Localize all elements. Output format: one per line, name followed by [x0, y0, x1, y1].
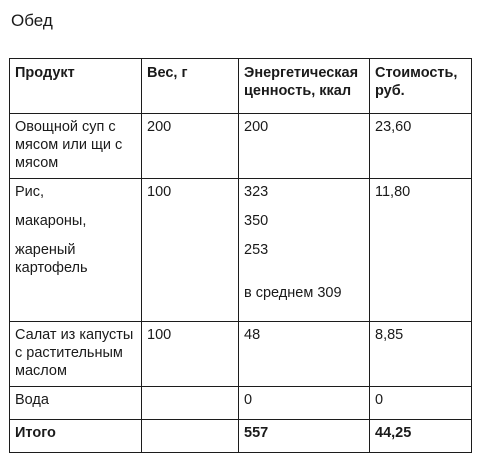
cell-product: Вода	[10, 387, 142, 420]
cell-weight: 100	[142, 179, 239, 322]
cell-energy	[239, 179, 370, 322]
cell-energy: 200	[239, 114, 370, 179]
energy-item: 323	[244, 184, 269, 200]
table-row	[10, 179, 472, 322]
cell-cost: 44,25	[370, 420, 472, 453]
cell-weight	[142, 387, 239, 420]
page-title: Обед	[11, 11, 53, 30]
header-product: Продукт	[10, 59, 142, 114]
cell-cost: 8,85	[370, 322, 472, 387]
cell-cost: 0	[370, 387, 472, 420]
table-row	[10, 322, 472, 387]
total-row	[10, 420, 472, 453]
cell-cost: 23,60	[370, 114, 472, 179]
cell-product	[10, 179, 142, 322]
product-item: Рис,	[15, 184, 45, 200]
lunch-table	[9, 58, 472, 453]
header-cost: Стоимость, руб.	[370, 59, 472, 114]
table-header-row	[10, 59, 472, 114]
energy-average: в среднем 309	[244, 285, 342, 301]
cell-product: Салат из капусты с растительным маслом	[10, 322, 142, 387]
cell-energy: 48	[239, 322, 370, 387]
table-row	[10, 387, 472, 420]
header-energy: Энергетическая ценность, ккал	[239, 59, 370, 114]
header-weight: Вес, г	[142, 59, 239, 114]
cell-product: Овощной суп с мясом или щи с мясом	[10, 114, 142, 179]
cell-energy: 0	[239, 387, 370, 420]
cell-product: Итого	[10, 420, 142, 453]
product-item: жареный картофель	[15, 242, 88, 276]
energy-item: 253	[244, 242, 269, 258]
product-item: макароны,	[15, 213, 87, 229]
cell-energy: 557	[239, 420, 370, 453]
cell-weight	[142, 420, 239, 453]
table-row	[10, 114, 472, 179]
cell-weight: 100	[142, 322, 239, 387]
cell-weight: 200	[142, 114, 239, 179]
cell-cost: 11,80	[370, 179, 472, 322]
energy-item: 350	[244, 213, 269, 229]
